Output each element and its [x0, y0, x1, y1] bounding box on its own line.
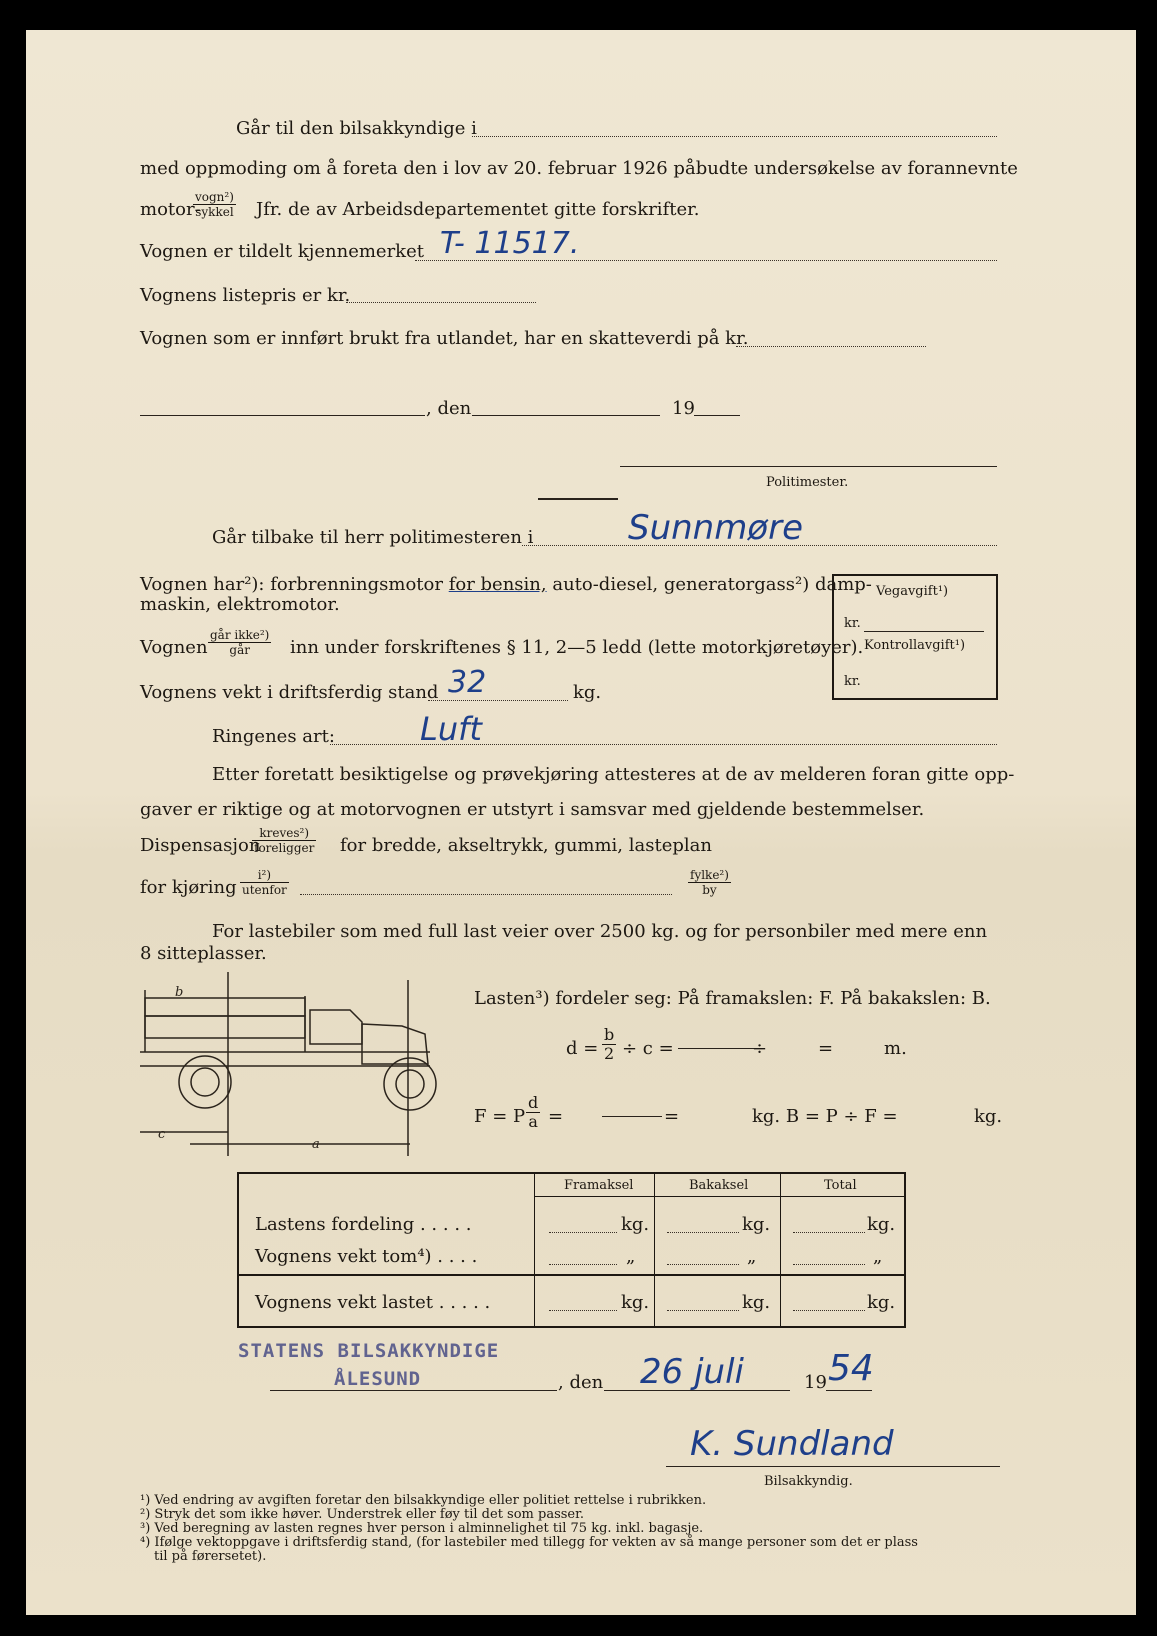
disp-fraction-num: kreves²) — [252, 826, 316, 841]
formula-d-b: ÷ c = — [622, 1038, 674, 1059]
motor-type-a: Vognen har²): forbrenningsmotor — [140, 574, 449, 595]
kontrollavgift-kr: kr. — [844, 674, 861, 689]
row-vekt-tom-label: Vognens vekt tom⁴) . . . . — [255, 1246, 478, 1267]
politimester-label: Politimester. — [766, 475, 849, 490]
cab — [310, 1010, 362, 1044]
row2-total-field[interactable] — [793, 1264, 865, 1265]
formula-f-num: d — [528, 1093, 539, 1112]
listepris-field[interactable] — [346, 302, 536, 303]
cargo-bottom — [145, 1016, 305, 1038]
sketch-label-b: b — [175, 985, 184, 1000]
formula-d-den: 2 — [604, 1044, 615, 1063]
fylke-fraction — [688, 868, 731, 897]
listepris-label: Vognens listepris er kr. — [140, 285, 351, 306]
lastebil-line2: 8 sitteplasser. — [140, 943, 267, 964]
motor-fraction-num: vogn²) — [195, 190, 234, 204]
skatteverdi-label: Vognen som er innført brukt fra utlandet, har en skatteverdi på kr. — [140, 328, 749, 349]
disp-rest: for bredde, akseltrykk, gummi, lasteplan — [340, 835, 712, 856]
motor-type-bensin: for bensin, — [448, 574, 547, 595]
sign-year-field[interactable] — [826, 1390, 872, 1391]
motor-prefix: motor- — [140, 199, 201, 220]
formula-d-a: d = — [566, 1038, 599, 1059]
motor-fraction-den: sykkel — [195, 205, 234, 219]
lastebil-line1: For lastebiler som med full last veier over 2500 kg. og for personbiler med mere enn — [212, 921, 988, 942]
vekt-unit: kg. — [573, 682, 602, 703]
formula-d-num: b — [604, 1025, 615, 1044]
attest-line1: Etter foretatt besiktigelse og prøvekjøring attesteres at de av melderen foran gitte opp- — [212, 764, 1015, 785]
skatteverdi-field[interactable] — [736, 346, 926, 347]
kjoring-field[interactable] — [300, 894, 672, 895]
vekt-value: 32 — [448, 665, 487, 700]
row3-bakaksel-unit: kg. — [742, 1292, 771, 1313]
fylke-fraction-num: fylke²) — [690, 868, 729, 882]
formula-f-fraction — [526, 1094, 540, 1131]
ringer-label: Ringenes art: — [212, 726, 335, 747]
header-framaksel: Framaksel — [564, 1178, 634, 1193]
formula-f-e: kg. — [974, 1106, 1003, 1127]
sign-year-value: 54 — [828, 1348, 874, 1389]
stamp-line2: ÅLESUND — [334, 1368, 422, 1390]
sketch-label-a: a — [312, 1137, 320, 1152]
attest-line2: gaver er riktige og at motorvognen er utstyrt i samsvar med gjeldende bestemmelser. — [140, 799, 925, 820]
disp-fraction — [252, 826, 316, 855]
header-total: Total — [824, 1178, 857, 1193]
truck-sketch — [140, 972, 455, 1157]
bilsakkyndig-signature: K. Sundland — [690, 1424, 894, 1464]
sketch-label-c: c — [158, 1127, 166, 1142]
footnote-4: ⁴) Ifølge vektoppgave i driftsferdig stand, (for lastebiler med tillegg for vekten av så mange personer som det er plass — [140, 1535, 918, 1550]
footnote-3: ³) Ved beregning av lasten regnes hver person i alminnelighet til 75 kg. inkl. bagasje. — [140, 1521, 704, 1536]
vekt-field[interactable] — [428, 700, 568, 701]
bonnet — [362, 1024, 428, 1064]
motor-fraction — [193, 190, 236, 219]
year-field[interactable] — [694, 415, 740, 416]
sign-date-value: 26 juli — [640, 1352, 744, 1392]
kjennemerke-label: Vognen er tildelt kjennemerket — [140, 241, 424, 262]
load-table — [237, 1172, 906, 1328]
vegavgift-field[interactable] — [864, 631, 984, 632]
formula-d-field1[interactable] — [678, 1048, 754, 1049]
motor-type-line2: maskin, elektromotor. — [140, 594, 340, 615]
cargo-top — [145, 998, 305, 1016]
bilsakkyndig-signature-line[interactable] — [666, 1466, 1000, 1467]
vegavgift-label: Vegavgift¹) — [876, 584, 949, 599]
gaar-fraction-num: går ikke²) — [210, 628, 270, 642]
formula-f-a: F = P — [474, 1106, 526, 1127]
row1-bakaksel-field[interactable] — [667, 1232, 739, 1233]
bilsakkyndig-line-field[interactable] — [472, 136, 997, 137]
footnote-1: ¹) Ved endring av avgiften foretar den bilsakkyndige eller politiet rettelse i rubrikken. — [140, 1493, 707, 1508]
place-field[interactable] — [140, 415, 425, 416]
formula-f-field[interactable] — [602, 1116, 662, 1117]
bilsakkyndig-role: Bilsakkyndig. — [764, 1474, 853, 1489]
gaar-fraction-den: går — [229, 643, 250, 657]
kjoring-fraction-den: utenfor — [242, 883, 287, 897]
row2-bakaksel-field[interactable] — [667, 1264, 739, 1265]
year-prefix: 19 — [672, 398, 695, 419]
gaar-fraction — [208, 628, 271, 657]
separator-rule — [538, 498, 618, 500]
avgift-box — [832, 574, 998, 700]
disp-fraction-den: foreligger — [254, 841, 315, 855]
kjoring-fraction — [240, 868, 289, 897]
header-bakaksel: Bakaksel — [689, 1178, 749, 1193]
politimester-signature-line[interactable] — [620, 466, 997, 467]
row1-total-unit: kg. — [867, 1214, 896, 1235]
row3-total-unit: kg. — [867, 1292, 896, 1313]
tilbake-label: Går tilbake til herr politimesteren i — [212, 527, 534, 548]
formula-d-e: m. — [884, 1038, 907, 1059]
kjennemerke-value: T- 11517. — [440, 226, 580, 261]
row3-total-field[interactable] — [793, 1310, 865, 1311]
row3-bakaksel-field[interactable] — [667, 1310, 739, 1311]
stamp-place-field[interactable] — [270, 1390, 557, 1391]
front-wheel-inner — [396, 1070, 424, 1098]
footnote-4-cont: til på førersetet). — [154, 1549, 267, 1564]
oppmoding-text: med oppmoding om å foreta den i lov av 20. februar 1926 påbudte undersøkelse av forannevnte — [140, 158, 1018, 179]
ringer-value: Luft — [420, 710, 482, 748]
row3-framaksel-unit: kg. — [621, 1292, 650, 1313]
tilbake-value: Sunnmøre — [628, 508, 804, 548]
sign-year-prefix: 19 — [804, 1372, 827, 1393]
sign-den-label: , den — [558, 1372, 604, 1393]
row2-framaksel-unit: „ — [626, 1246, 636, 1267]
row1-framaksel-field[interactable] — [549, 1232, 617, 1233]
gaar-prefix: Vognen — [140, 637, 208, 658]
formula-d-c: ÷ — [752, 1038, 768, 1059]
vekt-label: Vognens vekt i driftsferdig stand — [140, 682, 439, 703]
bilsakkyndig-line-label: Går til den bilsakkyndige i — [236, 118, 477, 139]
disp-prefix: Dispensasjon — [140, 835, 261, 856]
row-vekt-lastet-label: Vognens vekt lastet . . . . . — [255, 1292, 491, 1313]
formula-f-b: = — [548, 1106, 564, 1127]
row1-total-field[interactable] — [793, 1232, 865, 1233]
gaar-rest: inn under forskriftenes § 11, 2—5 ledd (lette motorkjøretøyer). — [290, 637, 864, 658]
row1-framaksel-unit: kg. — [621, 1214, 650, 1235]
rear-wheel-inner — [191, 1068, 219, 1096]
formula-f-c: = — [664, 1106, 680, 1127]
formula-d-d: = — [818, 1038, 834, 1059]
motor-type-line1 — [140, 574, 872, 595]
formula-f-d: kg. B = P ÷ F = — [752, 1106, 898, 1127]
row2-bakaksel-unit: „ — [747, 1246, 757, 1267]
forskrifter-text: Jfr. de av Arbeidsdepartementet gitte forskrifter. — [256, 199, 700, 220]
row-lastens-fordeling-label: Lastens fordeling . . . . . — [255, 1214, 472, 1235]
formula-d-fraction — [602, 1026, 616, 1063]
stamp-line1: STATENS BILSAKKYNDIGE — [238, 1340, 500, 1362]
rear-wheel-outer — [179, 1056, 231, 1108]
den-label: , den — [426, 398, 472, 419]
row3-framaksel-field[interactable] — [549, 1310, 617, 1311]
date-field[interactable] — [472, 415, 660, 416]
motor-type-c: auto-diesel, generatorgass²) damp- — [546, 574, 872, 595]
footnote-2: ²) Stryk det som ikke høver. Understrek eller føy til det som passer. — [140, 1507, 585, 1522]
row2-framaksel-field[interactable] — [549, 1264, 617, 1265]
fylke-fraction-den: by — [702, 883, 717, 897]
row2-total-unit: „ — [873, 1246, 883, 1267]
kjoring-fraction-num: i²) — [240, 868, 289, 883]
row1-bakaksel-unit: kg. — [742, 1214, 771, 1235]
formula-f-den: a — [528, 1112, 538, 1131]
fordeler-text: Lasten³) fordeler seg: På framakslen: F. På bakakslen: B. — [474, 988, 991, 1009]
vegavgift-kr: kr. — [844, 616, 861, 631]
kontrollavgift-label: Kontrollavgift¹) — [864, 638, 966, 653]
kjoring-prefix: for kjøring — [140, 877, 237, 898]
